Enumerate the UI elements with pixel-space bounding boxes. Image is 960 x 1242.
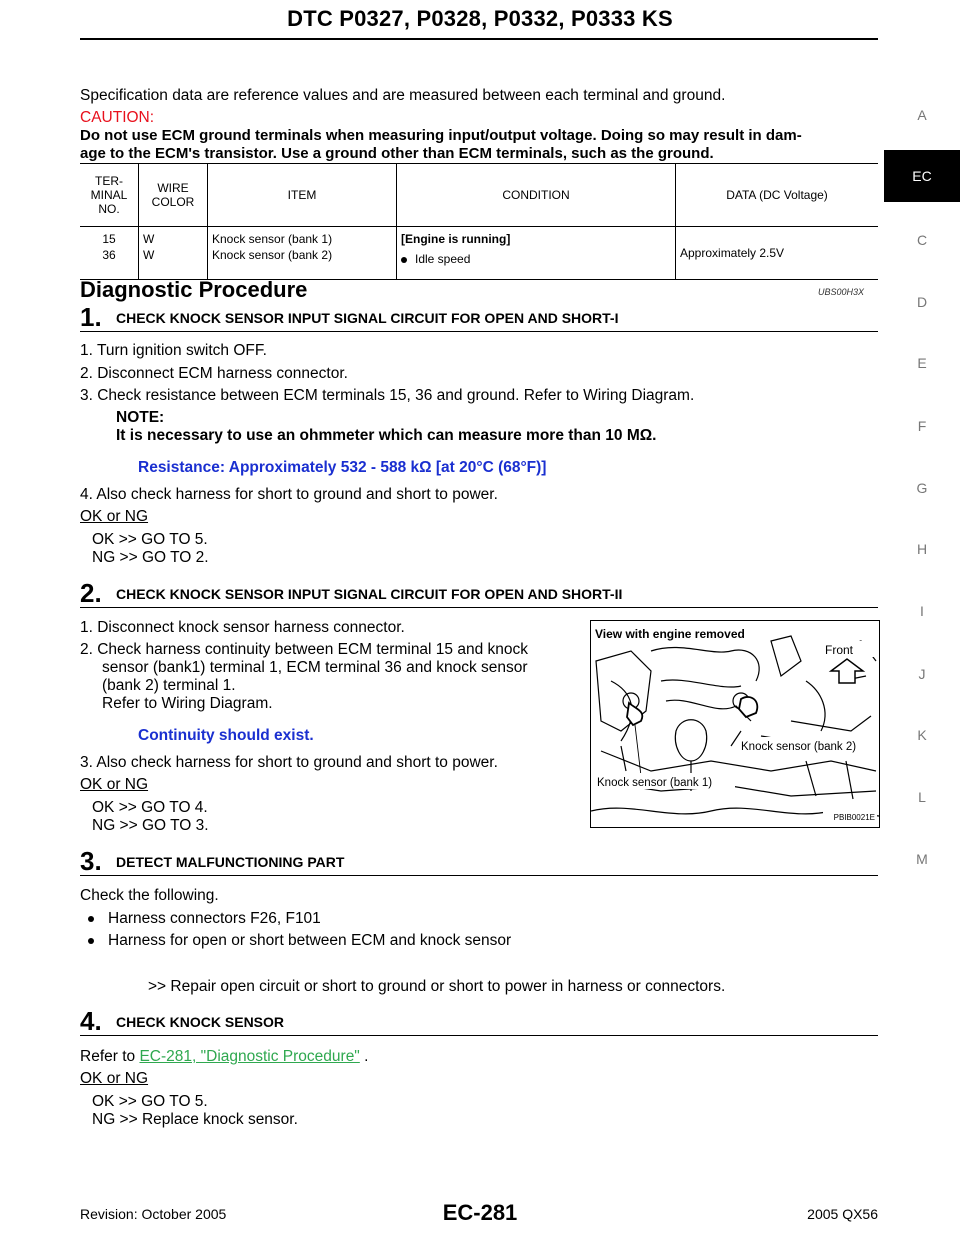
step-2-line-2a: 2. Check harness continuity between ECM terminal 15 and knock (80, 641, 529, 658)
footer-model: 2005 QX56 (807, 1206, 878, 1222)
side-index-m[interactable]: M (916, 851, 928, 867)
step-4-number: 4. (80, 1006, 102, 1036)
bullet-icon (88, 916, 94, 922)
step-2-line-1: 1. Disconnect knock sensor harness connector. (80, 619, 405, 636)
step-2-number: 2. (80, 578, 102, 608)
table-header-row (80, 164, 878, 227)
th-item: ITEM (208, 164, 397, 227)
side-index-k[interactable]: K (917, 727, 927, 743)
step-2-line-2d: Refer to Wiring Diagram. (102, 695, 273, 712)
step-2-ok-ng: OK or NG (80, 776, 149, 793)
step-2-spec: Continuity should exist. (138, 727, 314, 744)
step-3-title: DETECT MALFUNCTIONING PART (116, 854, 345, 870)
cell-wire-color: W W (139, 227, 208, 280)
step-1-note-text: It is necessary to use an ohmmeter which can measure more than 10 MΩ. (116, 427, 657, 444)
step-2-rule (80, 607, 878, 608)
step-4-refer: Refer to EC-281, "Diagnostic Procedure" . (80, 1048, 369, 1065)
sensor-bank1-marker-icon (627, 703, 642, 725)
figure-heading: View with engine removed (595, 627, 745, 641)
side-index-l[interactable]: L (918, 789, 926, 805)
section-title: Diagnostic Procedure (80, 277, 308, 302)
header-rule (80, 38, 878, 40)
step-4-ok: OK >> GO TO 5. (92, 1093, 208, 1110)
cell-item: Knock sensor (bank 1) Knock sensor (bank 2) (208, 227, 397, 280)
bullet-icon (401, 257, 407, 263)
caution-line-1: Do not use ECM ground terminals when measuring input/output voltage. Doing so may result in dam- (80, 127, 802, 144)
side-index-h[interactable]: H (916, 541, 928, 557)
step-1-title: CHECK KNOCK SENSOR INPUT SIGNAL CIRCUIT FOR OPEN AND SHORT-I (116, 310, 619, 326)
side-index-i[interactable]: I (920, 603, 924, 619)
page-title: DTC P0327, P0328, P0332, P0333 KS (287, 6, 673, 31)
cell-data: Approximately 2.5V (676, 227, 879, 280)
step-1-ok: OK >> GO TO 5. (92, 531, 208, 548)
side-index-j[interactable]: J (918, 666, 926, 682)
step-2-title: CHECK KNOCK SENSOR INPUT SIGNAL CIRCUIT FOR OPEN AND SHORT-II (116, 586, 623, 602)
cell-condition: [Engine is running] Idle speed (397, 227, 676, 280)
step-2-line-3: 3. Also check harness for short to ground and short to power. (80, 754, 498, 771)
engine-illustration (591, 621, 879, 827)
step-4-rule (80, 1035, 878, 1036)
side-index-d[interactable]: D (916, 294, 928, 310)
step-3-action: >> Repair open circuit or short to ground or short to power in harness or connectors. (148, 978, 726, 995)
step-1-ng: NG >> GO TO 2. (92, 549, 209, 566)
figure-bank2-label: Knock sensor (bank 2) (741, 741, 857, 753)
figure-code: PBIB0021E (833, 813, 875, 822)
figure-front-label: Front (825, 643, 854, 657)
sensor-bank2-marker-icon (739, 697, 757, 717)
side-index-f[interactable]: F (917, 418, 927, 434)
step-3-bullet-1: Harness connectors F26, F101 (88, 910, 321, 928)
step-2-ok: OK >> GO TO 4. (92, 799, 208, 816)
bullet-icon (88, 938, 94, 944)
step-1-line-4: 4. Also check harness for short to ground and short to power. (80, 486, 498, 503)
step-3-intro: Check the following. (80, 887, 219, 904)
side-index-e[interactable]: E (917, 355, 927, 371)
th-wire-color: WIRE COLOR (139, 164, 208, 227)
step-4-ng: NG >> Replace knock sensor. (92, 1111, 298, 1128)
step-3-bullet-2: Harness for open or short between ECM and knock sensor (88, 932, 511, 950)
figure-bank1-label: Knock sensor (bank 1) (597, 777, 713, 789)
side-index-a[interactable]: A (917, 107, 927, 123)
step-1-note-label: NOTE: (116, 409, 165, 426)
front-arrow-icon (831, 659, 863, 683)
step-1-spec: Resistance: Approximately 532 - 588 kΩ [at 20°C (68°F)] (138, 459, 547, 476)
footer-page-number: EC-281 (442, 1200, 518, 1225)
step-1-line-1: 1. Turn ignition switch OFF. (80, 342, 267, 359)
terminal-spec-table (80, 163, 878, 280)
diagnostic-procedure-link[interactable]: EC-281, "Diagnostic Procedure" (139, 1048, 360, 1065)
knock-sensor-figure (590, 620, 880, 828)
step-1-ok-ng: OK or NG (80, 508, 149, 525)
cell-terminal: 15 36 (80, 227, 139, 280)
th-data: DATA (DC Voltage) (676, 164, 879, 227)
side-index-g[interactable]: G (916, 480, 928, 496)
footer-revision: Revision: October 2005 (80, 1206, 227, 1222)
side-index-c[interactable]: C (916, 232, 928, 248)
section-id: UBS00H3X (817, 287, 864, 297)
step-2-ng: NG >> GO TO 3. (92, 817, 209, 834)
step-4-ok-ng: OK or NG (80, 1070, 149, 1087)
step-1-line-3: 3. Check resistance between ECM terminals 15, 36 and ground. Refer to Wiring Diagram. (80, 387, 695, 404)
table-row (80, 227, 878, 280)
th-terminal: TER- MINAL NO. (80, 164, 139, 227)
th-condition: CONDITION (397, 164, 676, 227)
step-1-line-2: 2. Disconnect ECM harness connector. (80, 365, 348, 382)
caution-label: CAUTION: (80, 109, 155, 126)
step-1-rule (80, 331, 878, 332)
step-2-line-2b: sensor (bank1) terminal 1, ECM terminal 36 and knock sensor (102, 659, 528, 676)
step-1-number: 1. (80, 302, 102, 332)
side-index-ec-active[interactable]: EC (884, 150, 960, 202)
spec-note: Specification data are reference values and are measured between each terminal and ground. (80, 87, 726, 104)
step-4-title: CHECK KNOCK SENSOR (116, 1014, 285, 1030)
step-3-rule (80, 875, 878, 876)
step-2-line-2c: (bank 2) terminal 1. (102, 677, 236, 694)
caution-line-2: age to the ECM's transistor. Use a ground other than ECM terminals, such as the ground. (80, 145, 714, 162)
step-3-number: 3. (80, 846, 102, 876)
